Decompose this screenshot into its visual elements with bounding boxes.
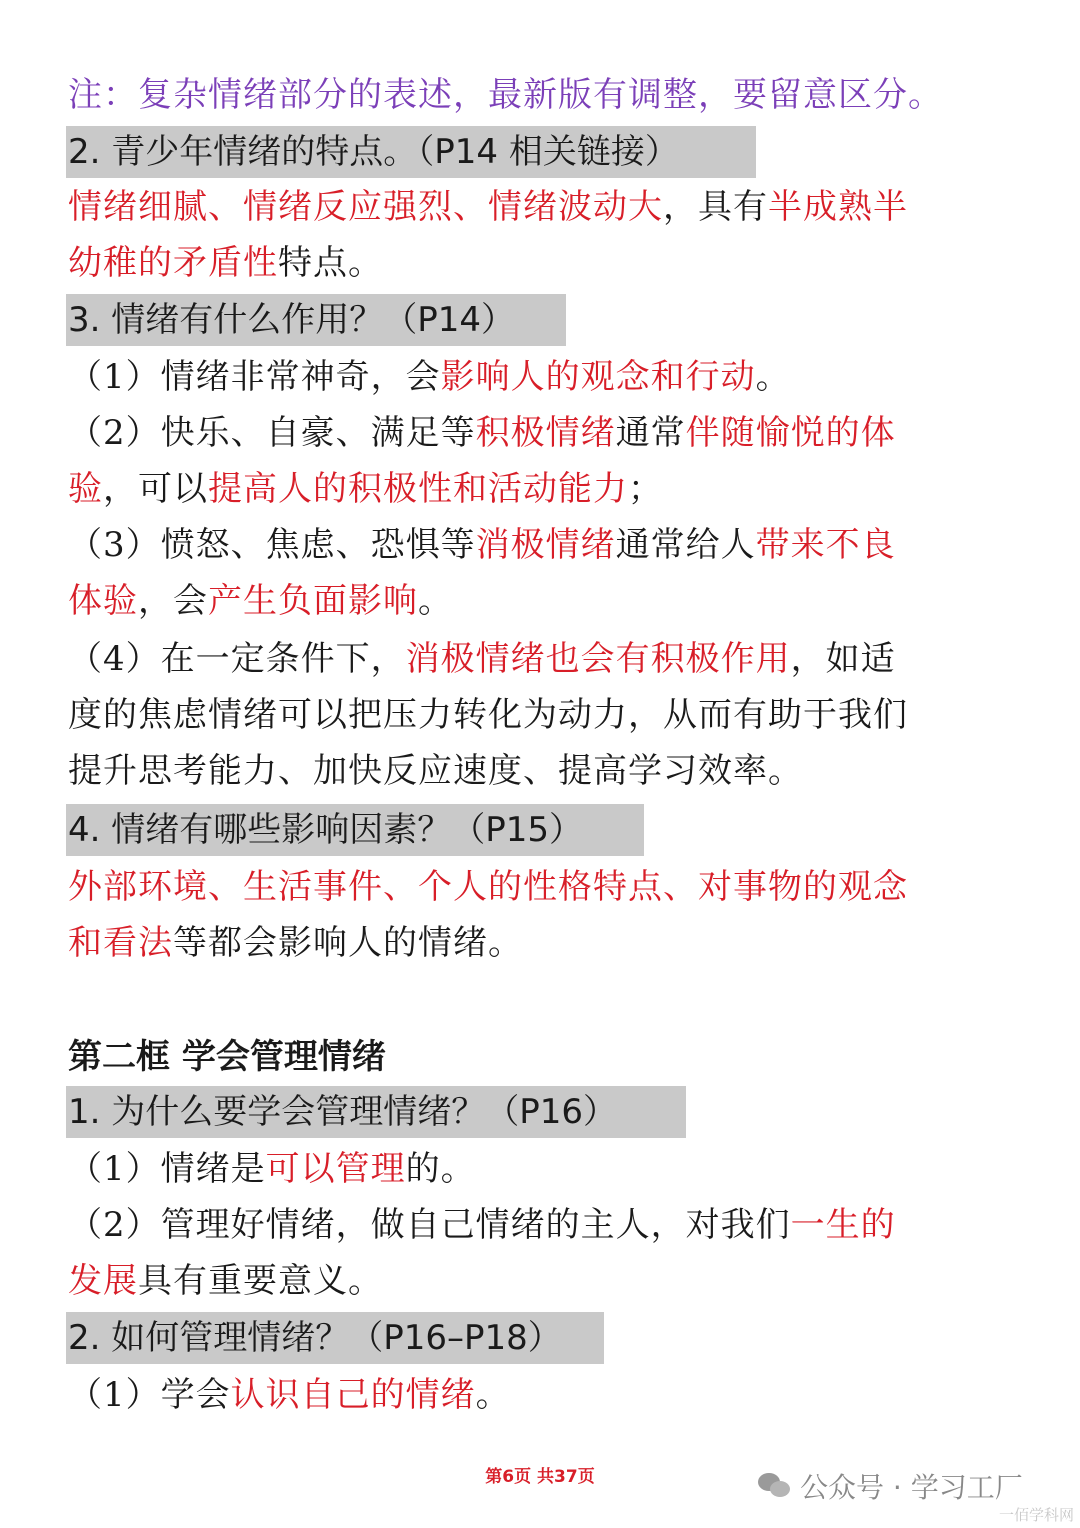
q3-p4-b: 消极情绪也会有积极作用 <box>405 639 791 679</box>
q2-red-2: 半成熟半 <box>768 187 908 227</box>
q3-point-2-line-1 <box>68 410 1028 456</box>
q3-p3l2-c: 产生负面影响 <box>208 581 418 621</box>
s2-p1-b: 认识自己的情绪 <box>230 1375 476 1415</box>
q3-p2-a: （2）快乐、自豪、满足等 <box>68 413 476 453</box>
q3-p3-b: 消极情绪 <box>475 525 616 565</box>
s1-p1-a: （1）情绪是 <box>68 1149 266 1189</box>
watermark <box>758 1466 1023 1506</box>
q3-point-4-line-3: 提升思考能力、加快反应速度、提高学习效率。 <box>68 751 803 791</box>
q3-p3l2-a: 体验 <box>68 581 138 621</box>
s1-point-2-line-1 <box>68 1202 1028 1248</box>
s2-p1-c: 。 <box>475 1375 511 1415</box>
q3-p1-text: （1）情绪非常神奇，会 <box>68 357 441 397</box>
q3-p3-c: 通常给人 <box>615 525 756 565</box>
heading-s2: 2. 如何管理情绪？（P16–P18） <box>66 1312 604 1364</box>
s2-p1-a: （1）学会 <box>68 1375 231 1415</box>
q3-point-4-line-2: 度的焦虑情绪可以把压力转化为动力，从而有助于我们 <box>68 695 908 735</box>
s1-point-2-line-2 <box>68 1258 1028 1304</box>
q3-p2l2-b: ，可以 <box>103 469 208 509</box>
q4-answer-line-1 <box>68 864 1028 910</box>
q3-p3l2-d: 。 <box>418 581 453 621</box>
q3-p4-a: （4）在一定条件下， <box>68 639 406 679</box>
page-number: 第6页 共37页 <box>485 1467 595 1487</box>
q3-p4-c: ，如适 <box>790 639 896 679</box>
s1-p1-b: 可以管理 <box>265 1149 406 1189</box>
s2-point-1 <box>68 1372 1028 1418</box>
q2-black-2: 特点。 <box>278 243 383 283</box>
section-title: 第二框 学会管理情绪 <box>68 1037 386 1077</box>
q3-point-3-line-1 <box>68 522 1028 568</box>
q2-red-3: 幼稚的矛盾性 <box>68 243 278 283</box>
q2-black-1: ，具有 <box>663 187 768 227</box>
note-line: 注：复杂情绪部分的表述，最新版有调整，要留意区分。 <box>68 75 943 115</box>
s1-point-1 <box>68 1146 1028 1192</box>
q3-point-3-line-2 <box>68 578 1028 624</box>
wechat-icon <box>758 1471 792 1501</box>
q4-red-1: 外部环境、生活事件、个人的性格特点、对事物的观念 <box>68 867 908 907</box>
q3-p3-a: （3）愤怒、焦虑、恐惧等 <box>68 525 476 565</box>
q4-answer-line-2 <box>68 920 1028 966</box>
q3-p3l2-b: ，会 <box>138 581 208 621</box>
q3-p1-red: 影响人的观念和行动 <box>440 357 756 397</box>
q2-answer-line-2 <box>68 240 1028 286</box>
q3-p1-end: 。 <box>755 357 791 397</box>
heading-q3: 3. 情绪有什么作用？（P14） <box>66 294 566 346</box>
q3-p2l2-d: ； <box>628 469 663 509</box>
q2-red-1: 情绪细腻、情绪反应强烈、情绪波动大 <box>68 187 663 227</box>
q3-p3-d: 带来不良 <box>755 525 896 565</box>
watermark-text: 公众号 · 学习工厂 <box>800 1471 1023 1504</box>
q3-p2l2-c: 提高人的积极性和活动能力 <box>208 469 628 509</box>
s1-p2l2-b: 具有重要意义。 <box>138 1261 383 1301</box>
q2-answer-line-1 <box>68 184 1028 230</box>
q3-p2-d: 伴随愉悦的体 <box>685 413 896 453</box>
q4-red-2: 和看法 <box>68 923 173 963</box>
q3-p2-b: 积极情绪 <box>475 413 616 453</box>
heading-s1: 1. 为什么要学会管理情绪？（P16） <box>66 1086 686 1138</box>
q3-p2l2-a: 验 <box>68 469 103 509</box>
s1-p2l2-a: 发展 <box>68 1261 138 1301</box>
q4-black: 等都会影响人的情绪。 <box>173 923 523 963</box>
q3-point-4-line-1 <box>68 636 1028 682</box>
s1-p2-a: （2）管理好情绪，做自己情绪的主人，对我们 <box>68 1205 791 1245</box>
corner-watermark: 一佰学科网 <box>998 1506 1074 1524</box>
heading-q4: 4. 情绪有哪些影响因素？（P15） <box>66 804 644 856</box>
heading-q2: 2. 青少年情绪的特点。（P14 相关链接） <box>66 126 756 178</box>
s1-p1-c: 的。 <box>405 1149 476 1189</box>
q3-point-1 <box>68 354 1028 400</box>
s1-p2-b: 一生的 <box>790 1205 896 1245</box>
q3-point-2-line-2 <box>68 466 1028 512</box>
q3-p2-c: 通常 <box>615 413 686 453</box>
